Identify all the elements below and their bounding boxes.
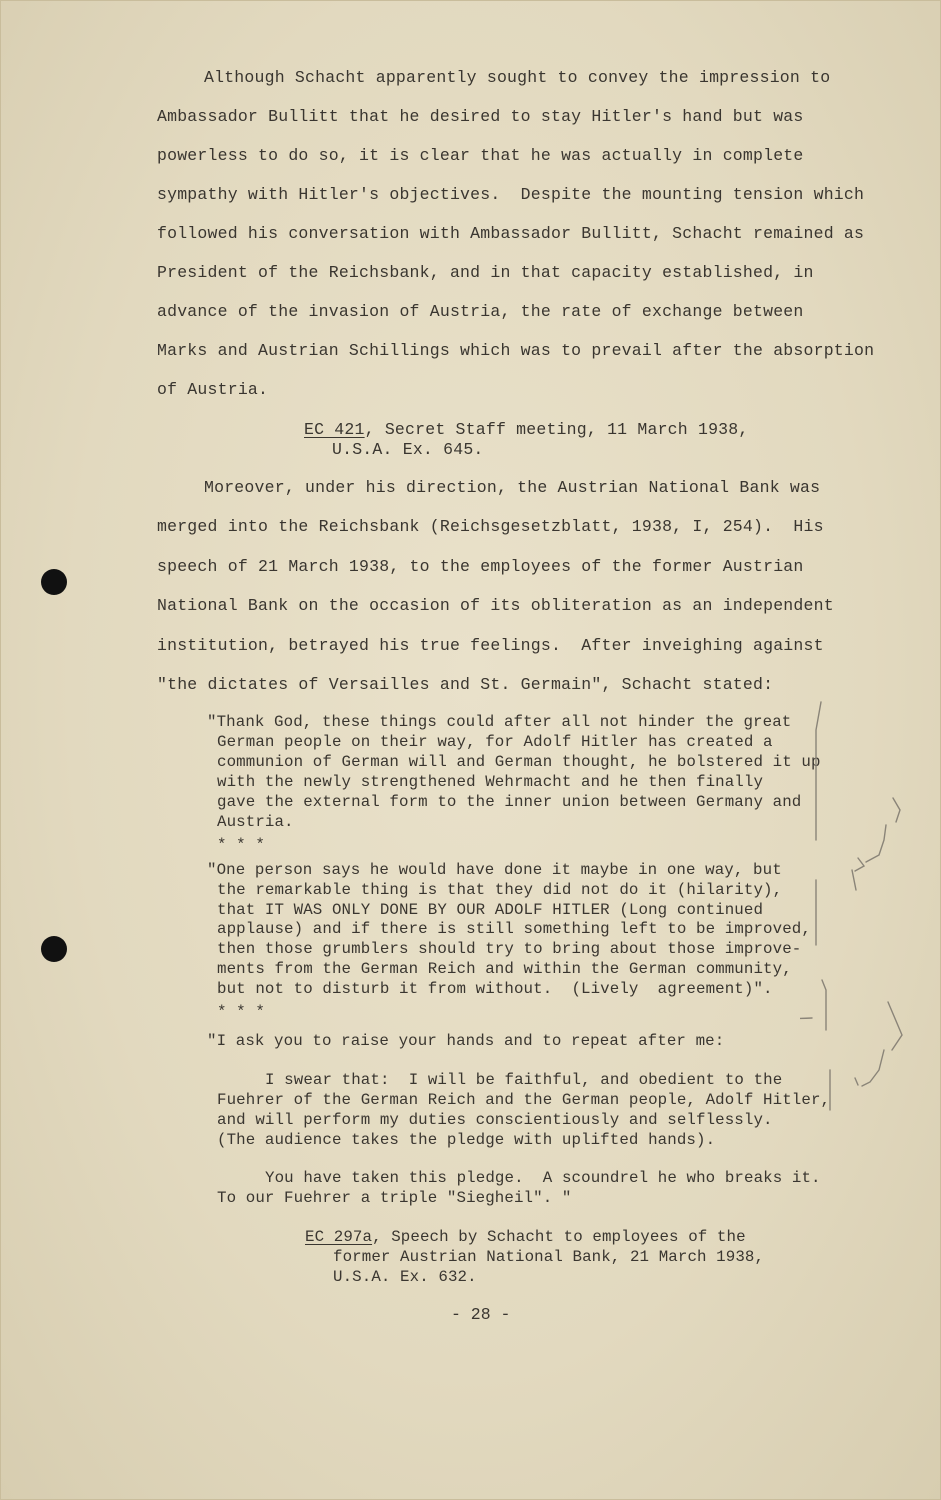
closing-line: You have taken this pledge. A scoundrel he who breaks it. (265, 1169, 821, 1187)
quote-line: with the newly strengthened Wehrmacht and he then finally (217, 773, 764, 791)
text-line: Although Schacht apparently sought to convey the impression to (204, 68, 831, 87)
quote-line: German people on their way, for Adolf Hitler has created a (217, 733, 773, 751)
text-line: "the dictates of Versailles and St. Germain", Schacht stated: (157, 675, 774, 694)
text-line: institution, betrayed his true feelings. After inveighing against (157, 636, 824, 655)
exhibit-reference: EC 421 (304, 420, 365, 439)
citation-line (304, 420, 749, 439)
punch-hole (41, 936, 67, 962)
margin-line (800, 1012, 812, 1018)
punch-hole (41, 569, 67, 595)
oath-line: Fuehrer of the German Reich and the German people, Adolf Hitler, (217, 1091, 831, 1109)
quote-line: communion of German will and German thought, he bolstered it up (217, 753, 821, 771)
text-line: powerless to do so, it is clear that he was actually in complete (157, 146, 804, 165)
closing-line: To our Fuehrer a triple "Siegheil". " (217, 1189, 572, 1207)
text-line: followed his conversation with Ambassador Bullitt, Schacht remained as (157, 224, 865, 243)
text-line: Ambassador Bullitt that he desired to stay Hitler's hand but was (157, 107, 804, 126)
margin-tick (862, 1050, 884, 1086)
citation-text: , Speech by Schacht to employees of the (372, 1228, 746, 1246)
quote-line: then those grumblers should try to bring about those improve- (217, 940, 802, 958)
margin-pencil-marks (800, 690, 920, 1130)
quote-line: but not to disturb it from without. (Lively agreement)". (217, 980, 773, 998)
quote-line: "Thank God, these things could after all not hinder the great (207, 713, 792, 731)
margin-tick (855, 858, 864, 871)
text-line: of Austria. (157, 380, 269, 399)
quote-line: Austria. (217, 813, 294, 831)
quote-line: ments from the German Reich and within the German community, (217, 960, 792, 978)
quote-line: that IT WAS ONLY DONE BY OUR ADOLF HITLER (Long continued (217, 901, 764, 919)
quote-line: gave the external form to the inner union between Germany and (217, 793, 802, 811)
citation-line (305, 1228, 746, 1246)
text-line: Moreover, under his direction, the Austrian National Bank was (204, 478, 821, 497)
text-line: advance of the invasion of Austria, the rate of exchange between (157, 302, 804, 321)
text-line: speech of 21 March 1938, to the employees of the former Austrian (157, 557, 804, 576)
page-number: - 28 - (451, 1305, 511, 1324)
margin-tick (852, 870, 856, 890)
margin-tick (855, 1078, 858, 1085)
margin-tick (888, 1002, 902, 1050)
quote-line: applause) and if there is still something left to be improved, (217, 920, 811, 938)
exhibit-reference: EC 297a (305, 1228, 373, 1246)
text-line: sympathy with Hitler's objectives. Despite the mounting tension which (157, 185, 865, 204)
margin-tick (893, 798, 900, 822)
margin-tick (866, 825, 886, 862)
margin-line (816, 702, 821, 840)
text-line: Marks and Austrian Schillings which was to prevail after the absorption (157, 341, 875, 360)
quote-line: "I ask you to raise your hands and to repeat after me: (207, 1032, 725, 1050)
oath-line: I swear that: I will be faithful, and obedient to the (265, 1071, 783, 1089)
text-line: National Bank on the occasion of its obliteration as an independent (157, 596, 834, 615)
quote-line: the remarkable thing is that they did not do it (hilarity), (217, 881, 783, 899)
citation-text: , Secret Staff meeting, 11 March 1938, (364, 420, 749, 439)
oath-line: and will perform my duties conscientiously and selflessly. (217, 1111, 773, 1129)
quote-line: "One person says he would have done it maybe in one way, but (207, 861, 782, 879)
oath-line: (The audience takes the pledge with uplifted hands). (217, 1131, 716, 1149)
citation-line: U.S.A. Ex. 632. (333, 1268, 477, 1286)
text-line: President of the Reichsbank, and in that capacity established, in (157, 263, 814, 282)
separator: * * * (217, 836, 265, 854)
citation-line: U.S.A. Ex. 645. (332, 440, 484, 459)
citation-line: former Austrian National Bank, 21 March 1938, (333, 1248, 765, 1266)
margin-line (822, 980, 826, 1030)
separator: * * * (217, 1003, 265, 1021)
text-line: merged into the Reichsbank (Reichsgesetzblatt, 1938, I, 254). His (157, 517, 824, 536)
